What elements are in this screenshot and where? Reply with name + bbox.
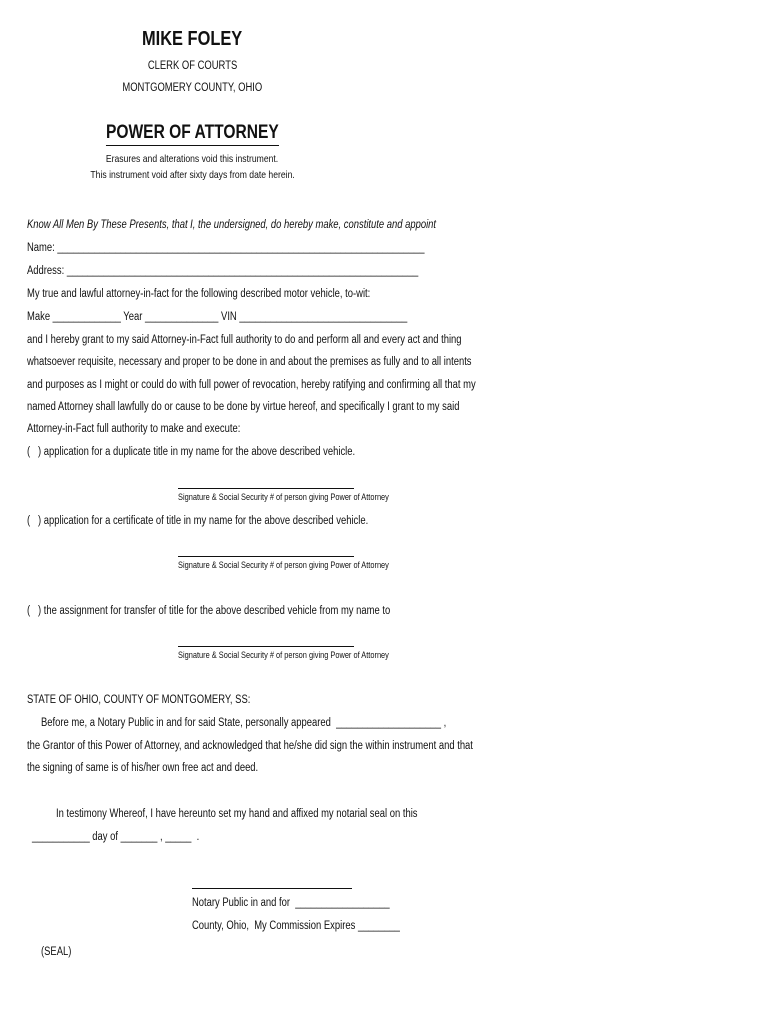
document-title: POWER OF ATTORNEY	[0, 122, 385, 146]
grantor-line: the Grantor of this Power of Attorney, and acknowledged that he/she did sign the within instrument and that	[27, 740, 473, 752]
option-certificate-title[interactable]: ( ) application for a certificate of title in my name for the above described vehicle.	[27, 515, 369, 527]
appeared-line[interactable]: Before me, a Notary Public in and for said State, personally appeared ____________________ ,	[41, 717, 447, 729]
authority-paragraph-line-3: and purposes as I might or could do with full power of revocation, hereby ratifying and confirming all that my	[27, 379, 476, 391]
intro-text: Know All Men By These Presents, that I, the undersigned, do hereby make, constitute and appoint	[27, 219, 437, 231]
vehicle-fields[interactable]: Make _____________ Year ______________ VIN ________________________________	[27, 311, 408, 323]
authority-paragraph-line-1: and I hereby grant to my said Attorney-in-Fact full authority to do and perform all and every act and thing	[27, 334, 462, 346]
notary-public-line[interactable]: Notary Public in and for __________________	[192, 897, 390, 909]
address-field[interactable]: Address: ___________________________________________________________________	[27, 265, 419, 277]
seal-label: (SEAL)	[41, 946, 72, 958]
name-field[interactable]: Name: ______________________________________________________________________	[27, 242, 425, 254]
county-label: MONTGOMERY COUNTY, OHIO	[122, 82, 263, 94]
validity-note: This instrument void after sixty days from date herein.	[90, 169, 295, 181]
option-duplicate-title[interactable]: ( ) application for a duplicate title in my name for the above described vehicle.	[27, 446, 356, 458]
attorney-text: My true and lawful attorney-in-fact for the following described motor vehicle, to-wit:	[27, 288, 371, 300]
authority-paragraph-line-5: Attorney-in-Fact full authority to make and execute:	[27, 423, 241, 435]
option-transfer-title[interactable]: ( ) the assignment for transfer of title for the above described vehicle from my name to	[27, 605, 391, 617]
state-county-line: STATE OF OHIO, COUNTY OF MONTGOMERY, SS:	[27, 694, 251, 706]
clerk-title: CLERK OF COURTS	[147, 60, 238, 72]
signature-line-3[interactable]: Signature & Social Security # of person giving Power of Attorney	[178, 646, 354, 661]
notary-signature-rule[interactable]	[192, 888, 352, 889]
testimony-line: In testimony Whereof, I have hereunto set my hand and affixed my notarial seal on this	[56, 808, 418, 820]
date-fields[interactable]: ___________ day of _______ , _____ .	[32, 831, 200, 843]
clerk-name: MIKE FOLEY	[142, 28, 243, 50]
signature-line-1[interactable]: Signature & Social Security # of person giving Power of Attorney	[178, 488, 354, 503]
signature-line-2[interactable]: Signature & Social Security # of person giving Power of Attorney	[178, 556, 354, 571]
authority-paragraph-line-4: named Attorney shall lawfully do or cause to be done by virtue hereof, and specifically I grant to my said	[27, 401, 460, 413]
free-act-line: the signing of same is of his/her own free act and deed.	[27, 762, 259, 774]
commission-expires-line[interactable]: County, Ohio, My Commission Expires ________	[192, 920, 400, 932]
authority-paragraph-line-2: whatsoever requisite, necessary and proper to be done in and about the premises as fully and to all intents	[27, 356, 472, 368]
erasure-note: Erasures and alterations void this instrument.	[106, 153, 279, 165]
